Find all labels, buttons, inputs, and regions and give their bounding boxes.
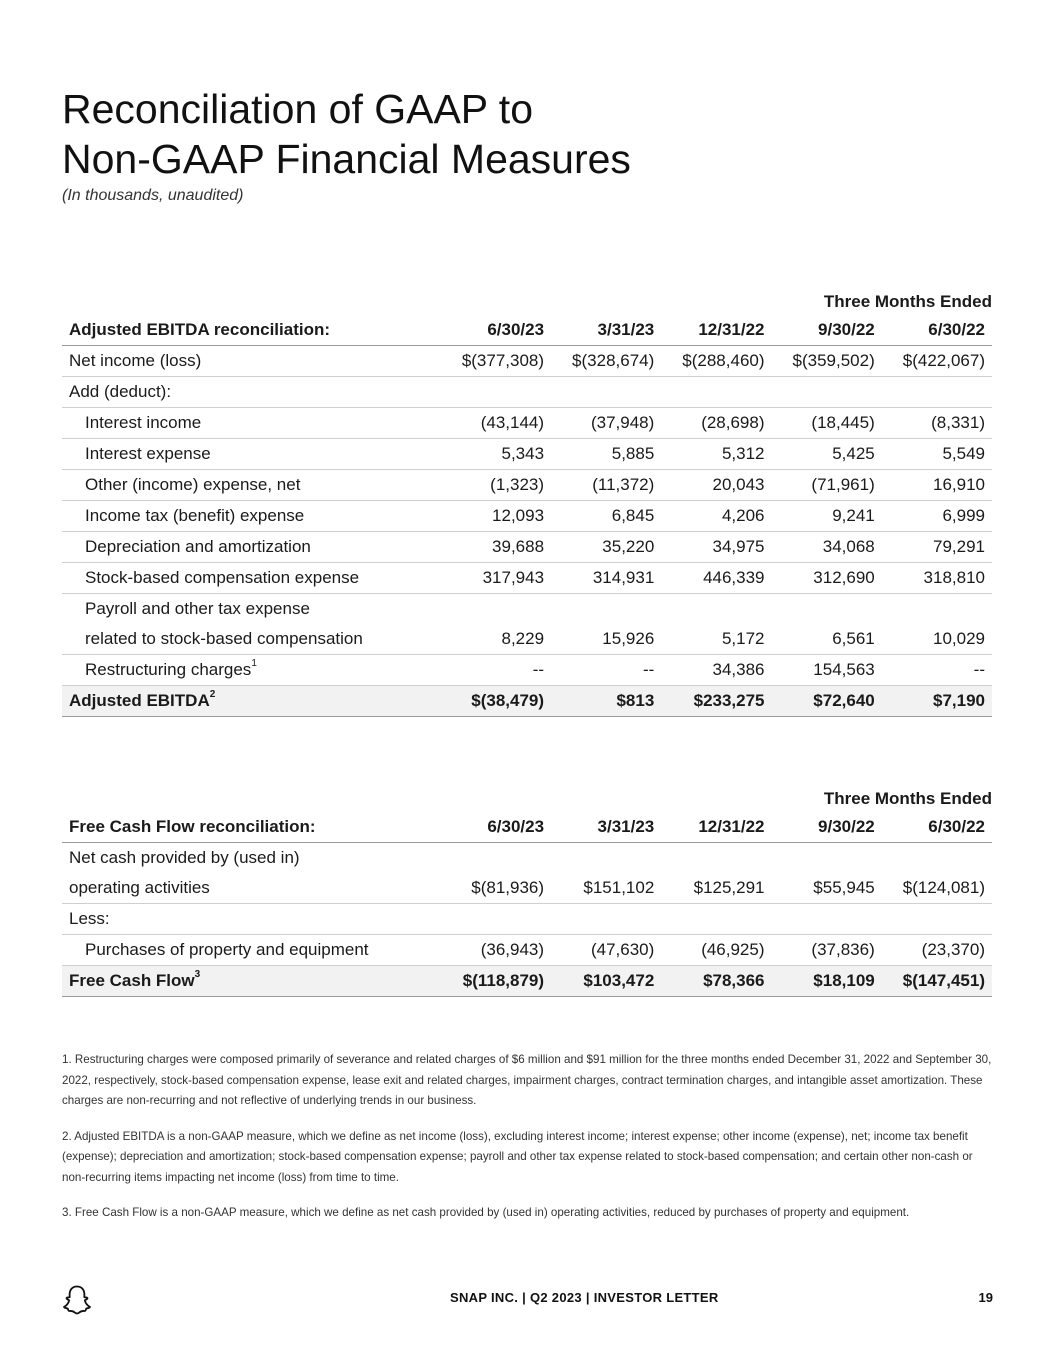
cell-value: 6,561 (772, 624, 882, 655)
column-header: 3/31/23 (551, 315, 661, 346)
column-header: 12/31/22 (661, 812, 771, 843)
row-label (62, 686, 441, 717)
row-label: Interest expense (62, 439, 441, 470)
column-header: 6/30/23 (441, 315, 551, 346)
page-subtitle: (In thousands, unaudited) (62, 187, 244, 204)
table-row (62, 346, 992, 377)
section-label: Add (deduct): (62, 377, 992, 408)
row-label-text: Adjusted EBITDA (69, 691, 210, 710)
cell-value: $7,190 (882, 686, 992, 717)
cell-value: (71,961) (772, 470, 882, 501)
cell-value: 10,029 (882, 624, 992, 655)
cell-value: 20,043 (661, 470, 771, 501)
cell-value: $(38,479) (441, 686, 551, 717)
row-label: Purchases of property and equipment (62, 935, 441, 966)
column-header: 9/30/22 (772, 315, 882, 346)
cell-value: 16,910 (882, 470, 992, 501)
footer-text: SNAP INC. | Q2 2023 | INVESTOR LETTER (450, 1290, 719, 1305)
cell-value: $233,275 (661, 686, 771, 717)
table-header-row (62, 812, 992, 843)
footnotes (62, 1050, 994, 1239)
cell-value: 317,943 (441, 563, 551, 594)
column-header: 6/30/23 (441, 812, 551, 843)
footnote: 1. Restructuring charges were composed primarily of severance and related charges of $6 million and $91 million for the three months ended December 31, 2022 and September 30, 2022, respectively, stock-based compensation expense, lease exit and related charges, impairment charges, contract termination charges, and intangible asset amortization. These charges are non-recurring and not reflective of underlying trends in our business. (62, 1053, 992, 1107)
ebitda-table (62, 289, 992, 717)
period-label: Three Months Ended (823, 789, 992, 808)
cell-value: -- (551, 655, 661, 686)
cell-value: (1,323) (441, 470, 551, 501)
period-label-row (62, 786, 992, 812)
cell-value: 5,312 (661, 439, 771, 470)
cell-value: -- (441, 655, 551, 686)
row-label: Income tax (benefit) expense (62, 501, 441, 532)
page-title (62, 84, 631, 184)
cell-value: $151,102 (551, 873, 661, 904)
cell-value: 154,563 (772, 655, 882, 686)
cell-value: $(147,451) (882, 966, 992, 997)
cell-value: 5,549 (882, 439, 992, 470)
table-row (62, 843, 992, 874)
row-label: Interest income (62, 408, 441, 439)
cell-value: (11,372) (551, 470, 661, 501)
column-header: 12/31/22 (661, 315, 771, 346)
cell-value: $125,291 (661, 873, 771, 904)
cell-value: $(118,879) (441, 966, 551, 997)
row-label (62, 655, 441, 686)
cell-value: $55,945 (772, 873, 882, 904)
row-label: Depreciation and amortization (62, 532, 441, 563)
row-label: Payroll and other tax expense (85, 599, 310, 618)
row-label-text: Free Cash Flow (69, 971, 195, 990)
cell-value: 79,291 (882, 532, 992, 563)
table-header-row (62, 315, 992, 346)
table-row (62, 377, 992, 408)
cell-value: 314,931 (551, 563, 661, 594)
row-label-text: Restructuring charges (85, 660, 252, 679)
cell-value: 9,241 (772, 501, 882, 532)
cell-value: 39,688 (441, 532, 551, 563)
cell-value: 8,229 (441, 624, 551, 655)
table-row (62, 655, 992, 686)
footnote: 2. Adjusted EBITDA is a non-GAAP measure, which we define as net income (loss), excluding interest income; interest expense; other income (expense), net; income tax benefit (expense); depreciation and amortization; stock-based compensation expense; payroll and other tax expense related to stock-based compensation; and certain other non-cash or non-recurring items impacting net income (loss) from time to time. (62, 1129, 973, 1184)
cell-value: 34,975 (661, 532, 771, 563)
table-row (62, 532, 992, 563)
cell-value: 34,386 (661, 655, 771, 686)
cell-value: $72,640 (772, 686, 882, 717)
cell-value: $18,109 (772, 966, 882, 997)
row-label: operating activities (62, 873, 441, 904)
cell-value: 6,999 (882, 501, 992, 532)
table-row (62, 408, 992, 439)
table-row (62, 501, 992, 532)
table-row (62, 563, 992, 594)
cell-value: 446,339 (661, 563, 771, 594)
page-footer (0, 1288, 1055, 1312)
cell-value: 5,425 (772, 439, 882, 470)
row-label: Stock-based compensation expense (62, 563, 441, 594)
row-label: Net cash provided by (used in) (69, 848, 300, 867)
table-row (62, 904, 992, 935)
table-row (62, 594, 992, 625)
total-row (62, 966, 992, 997)
title-line-1: Reconciliation of GAAP to (62, 86, 533, 132)
ghost-logo-icon (62, 1284, 92, 1316)
table-row (62, 439, 992, 470)
table-row (62, 624, 992, 655)
row-label (62, 966, 441, 997)
cell-value: (47,630) (551, 935, 661, 966)
cell-value: (18,445) (772, 408, 882, 439)
row-label: Other (income) expense, net (62, 470, 441, 501)
footnote: 3. Free Cash Flow is a non-GAAP measure, which we define as net cash provided by (used in) operating activities, reduced by purchases of property and equipment. (62, 1206, 910, 1219)
cell-value: 5,885 (551, 439, 661, 470)
cell-value: $(81,936) (441, 873, 551, 904)
footnote-ref: 1 (251, 658, 257, 669)
cell-value: $(377,308) (441, 346, 551, 377)
row-label: Net income (loss) (62, 346, 441, 377)
cell-value: 5,343 (441, 439, 551, 470)
cell-value: (23,370) (882, 935, 992, 966)
cell-value: 6,845 (551, 501, 661, 532)
cell-value: $(359,502) (772, 346, 882, 377)
column-header: 6/30/22 (882, 812, 992, 843)
table-row (62, 935, 992, 966)
cell-value: (28,698) (661, 408, 771, 439)
cell-value: 5,172 (661, 624, 771, 655)
cell-value: -- (882, 655, 992, 686)
total-row (62, 686, 992, 717)
cell-value: (37,948) (551, 408, 661, 439)
fcf-table (62, 786, 992, 997)
footnote-ref: 3 (194, 969, 201, 980)
table-title: Free Cash Flow reconciliation: (62, 812, 441, 843)
column-header: 9/30/22 (772, 812, 882, 843)
cell-value: (8,331) (882, 408, 992, 439)
table-row (62, 470, 992, 501)
period-label: Three Months Ended (823, 292, 992, 311)
table-row (62, 873, 992, 904)
cell-value: 4,206 (661, 501, 771, 532)
row-label: related to stock-based compensation (62, 624, 441, 655)
cell-value: (36,943) (441, 935, 551, 966)
cell-value: $813 (551, 686, 661, 717)
column-header: 3/31/23 (551, 812, 661, 843)
cell-value: 15,926 (551, 624, 661, 655)
cell-value: $78,366 (661, 966, 771, 997)
section-label: Less: (62, 904, 992, 935)
period-label-row (62, 289, 992, 315)
footnote-ref: 2 (209, 689, 216, 700)
cell-value: (46,925) (661, 935, 771, 966)
table-title: Adjusted EBITDA reconciliation: (62, 315, 441, 346)
page-number: 19 (978, 1290, 993, 1305)
cell-value: 318,810 (882, 563, 992, 594)
cell-value: 35,220 (551, 532, 661, 563)
cell-value: $(124,081) (882, 873, 992, 904)
cell-value: 34,068 (772, 532, 882, 563)
cell-value: $(328,674) (551, 346, 661, 377)
cell-value: 12,093 (441, 501, 551, 532)
cell-value: 312,690 (772, 563, 882, 594)
cell-value: (43,144) (441, 408, 551, 439)
cell-value: $(422,067) (882, 346, 992, 377)
cell-value: (37,836) (772, 935, 882, 966)
cell-value: $(288,460) (661, 346, 771, 377)
title-line-2: Non-GAAP Financial Measures (62, 136, 631, 182)
column-header: 6/30/22 (882, 315, 992, 346)
cell-value: $103,472 (551, 966, 661, 997)
